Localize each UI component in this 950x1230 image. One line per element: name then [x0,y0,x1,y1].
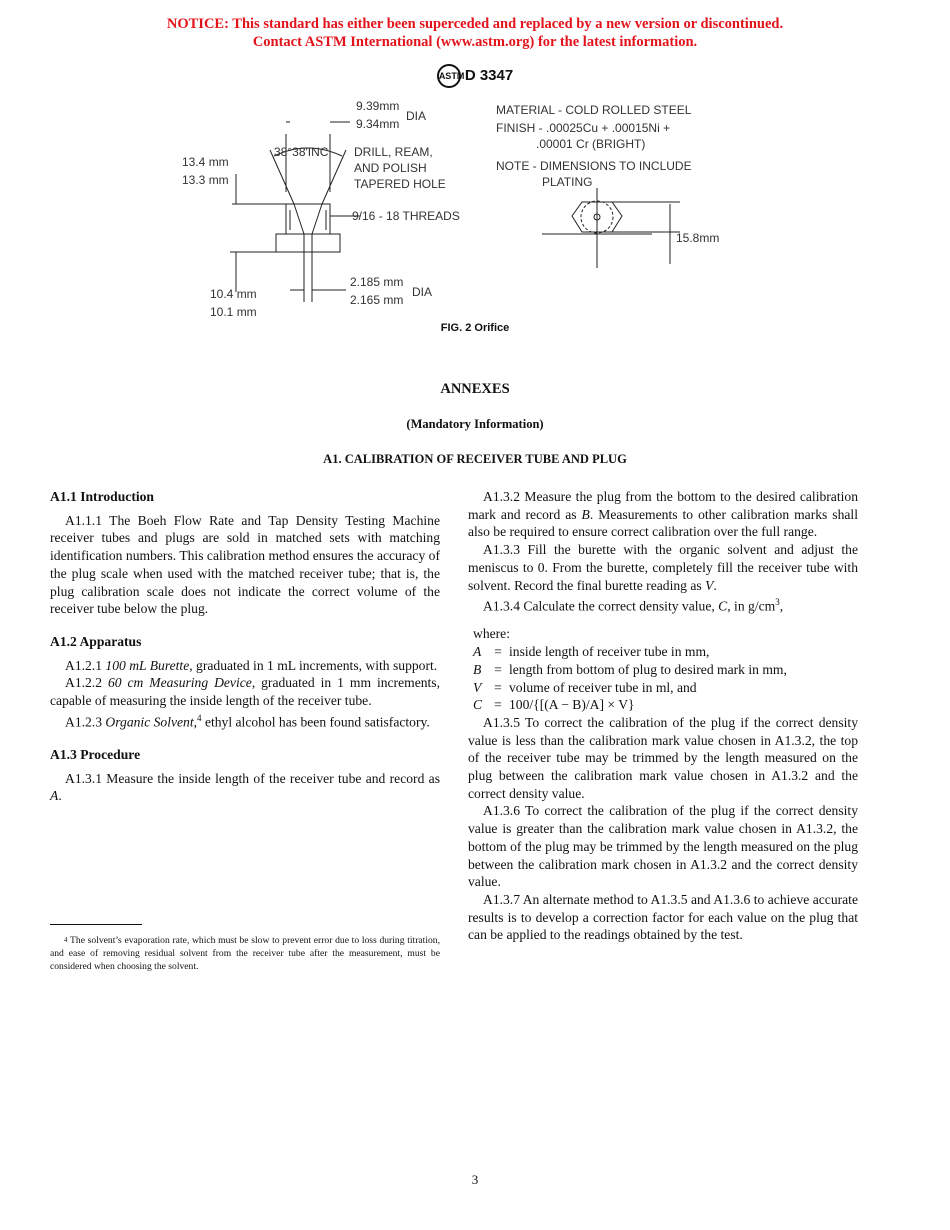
annex-subtitle: (Mandatory Information) [406,417,544,431]
para-a1-2-3: A1.2.3 Organic Solvent,$^4$ ethyl alcohol has been found satisfactory. [65,712,430,730]
para-a1-3-7: A1.3.7 An alternate method to A1.3.5 and A1.3.6 to achieve accurate results is to develop a correction factor for each value on the plug that can be applied to the readings obtained by the test. [468,892,858,943]
fig-angle: 38°38'INC [274,145,329,159]
fig-hex: 15.8mm [676,231,720,245]
def-row: V = volume of receiver tube in ml, and [473,679,697,695]
notice-line-1: NOTICE: This standard has either been superceded and replaced by a new version or discontinued. [166,16,784,32]
para-a1-3-1: A1.3.1 Measure the inside length of the receiver tube and record as A. [50,770,440,804]
fig-hole-lower: 2.165 mm [350,293,404,307]
para-a1-2-2: A1.2.2 60 cm Measuring Device, graduated in 1 mm increments, capable of measuring the inside length of the receiver tube. [50,675,440,709]
fig-dia-word: DIA [406,109,427,123]
fig-dia-top-upper: 9.39mm [356,99,400,113]
para-a1-2-1: A1.2.1 100 mL Burette, graduated in 1 mL increments, with support. [65,657,438,673]
para-a1-3-5: A1.3.5 To correct the calibration of the plug if the correct density value is less than the calibration mark value chosen in A1.3.2, the top of the receiver tube may be trimmed by the length measured on the plug between the calibration mark value chosen in A1.3.2 and the correct density value. [468,714,858,801]
def-row: A = inside length of receiver tube in mm, [473,644,710,660]
fig-finish-1: FINISH - .00025Cu + .00015Ni + [496,121,671,135]
fig-height-lower: 13.3 mm [182,173,229,187]
heading-procedure: A1.3 Procedure [50,746,141,762]
fig-len-upper: 10.4 mm [210,287,257,301]
para-a1-3-6: A1.3.6 To correct the calibration of the plug if the correct density value is greater than the calibration mark value chosen in A1.3.2, the bottom of the plug may be trimmed by the length measured on the plug between the calibration mark chosen in A1.3.2 and the correct density value. [468,803,858,890]
notice-line-2: Contact ASTM International (www.astm.org) for the latest information. [252,34,698,50]
heading-apparatus: A1.2 Apparatus [50,633,142,649]
standard-header [0,64,950,88]
standard-designation: D 3347 [464,66,514,84]
figure-caption: FIG. 2 Orifice [440,322,510,334]
fig-threads: 9/16 - 18 THREADS [352,209,460,223]
where-label: where: [473,626,510,642]
footnote-divider [50,924,142,925]
annex-section-title: A1. CALIBRATION OF RECEIVER TUBE AND PLUG [323,452,627,466]
def-row: B = length from bottom of plug to desired mark in mm, [473,661,787,677]
para-a1-3-2: A1.3.2 Measure the plug from the bottom to the desired calibration mark and record as B. Measurements to other calibration marks shall also be required to ensure correct calibration over the full range. [468,489,858,540]
fig-note-2: PLATING [542,175,593,189]
para-a1-3-3: A1.3.3 Fill the burette with the organic solvent and adjust the meniscus to 0. From the burette, completely fill the receiver tube with solvent. Record the final burette reading as V. [468,542,858,593]
fig-note-1: NOTE - DIMENSIONS TO INCLUDE [496,159,692,173]
para-a1-3-4: A1.3.4 Calculate the correct density value, C, in $g/cm^3$, [483,597,784,614]
fig-height-upper: 13.4 mm [182,155,229,169]
fig-drill-2: AND POLISH [354,161,427,175]
fig-drill-3: TAPERED HOLE [354,177,446,191]
fig-material: MATERIAL - COLD ROLLED STEEL [496,103,692,117]
footnote-4: $^4$ The solvent’s evaporation rate, which must be slow to prevent error due to loss during titration, and ease of removing residual solvent from the receiver tube after the measurement, must be considered when choosing the solvent. [50,935,440,972]
orifice-figure [170,92,750,322]
fig-hole-upper: 2.185 mm [350,275,404,289]
annex-title: ANNEXES [440,381,510,397]
left-column [50,488,440,805]
page-number: 3 [471,1172,479,1187]
fig-len-lower: 10.1 mm [210,305,257,319]
para-a1-1-1: A1.1.1 The Boeh Flow Rate and Tap Density Testing Machine receiver tubes and plugs are sold in matched sets with matching identification numbers. This calibration method ensures the accuracy of the plug scale when used with the matched receiver tube; that is, the plug calibration scale does not indicate the correct volume of the receiver tube below the plug. [50,512,440,617]
heading-introduction: A1.1 Introduction [50,489,154,504]
fig-finish-2: .00001 Cr (BRIGHT) [536,137,646,151]
fig-hole-dia: DIA [412,285,433,299]
astm-logo-icon: ASTM [437,64,461,88]
fig-drill-1: DRILL, REAM, [354,145,433,159]
right-column [468,488,858,944]
variable-definitions [468,643,858,714]
def-row: C = 100/{[(A − B)/A] × V} [473,697,635,713]
fig-dia-top-lower: 9.34mm [356,117,400,131]
